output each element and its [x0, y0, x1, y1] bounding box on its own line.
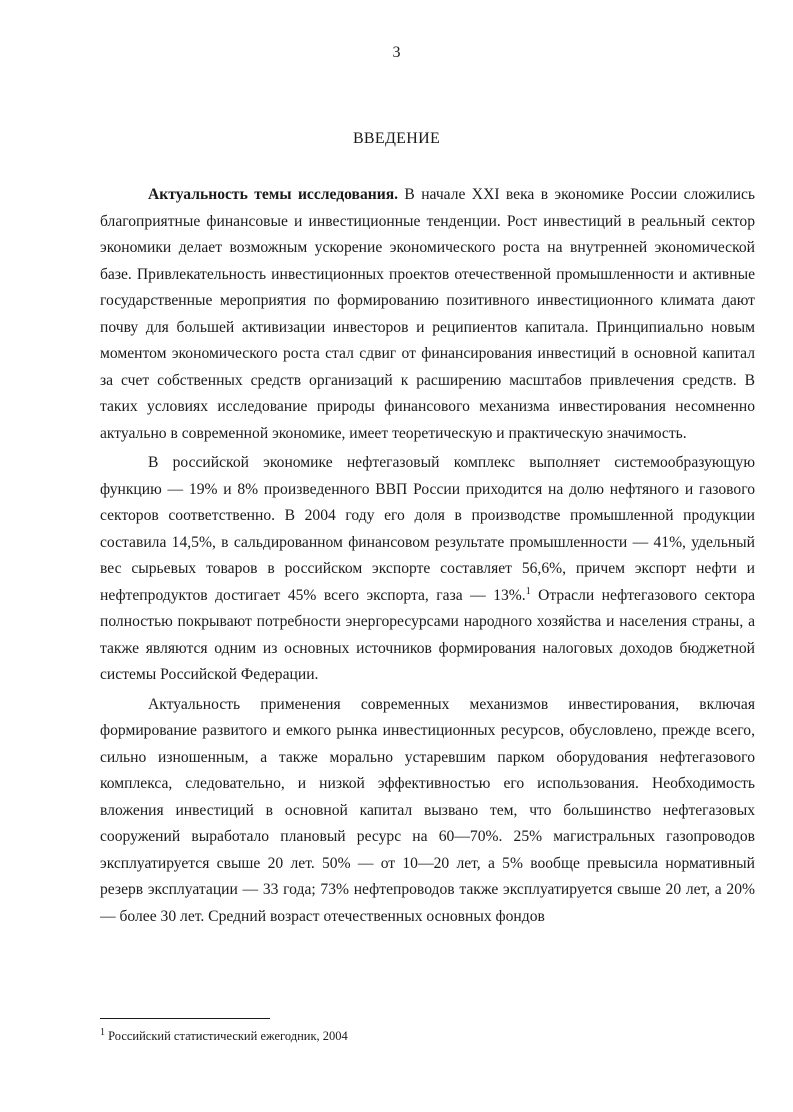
- body-text: [100, 182, 755, 930]
- footnote-text: Российский статистический ежегодник, 2004: [105, 1029, 348, 1043]
- paragraph-relevance: [100, 182, 755, 447]
- page-number: 3: [392, 44, 401, 61]
- footnote-marker: 1: [100, 1026, 105, 1038]
- paragraph-lead: Актуальность темы исследования.: [148, 186, 399, 203]
- section-heading: ВВЕДЕНИЕ: [352, 130, 441, 147]
- footnote-divider: [100, 1018, 270, 1019]
- paragraph-text: Актуальность применения современных механизмов инвестирования, включая формирование развитого и емкого рынка инвестиционных ресурсов, обусловлено, прежде всего, сильно изношенным, а также морально устаревшим парком оборудования нефтегазового комплекса, следовательно, и низкой эффективностью его использования. Необходимость вложения инвестиций в основной капитал вызвано тем, что большинство нефтегазовых сооружений выработало плановый ресурс на 60—70%. 25% магистральных газопроводов эксплуатируется свыше 20 лет. 50% — от 10—20 лет, а 5% вообще превысила нормативный резерв эксплуатации — 33 года; 73% нефтепроводов также эксплуатируется свыше 20 лет, а 20% — более 30 лет. Средний возраст отечественных основных фондов: [100, 695, 755, 925]
- paragraph-oil-gas-sector: [100, 450, 755, 689]
- footnote: [100, 1028, 755, 1044]
- paragraph-text: В российской экономике нефтегазовый комплекс выполняет системообразующую функцию — 19% и 8% произведенного ВВП России приходится на долю нефтяного и газового секторов соответственно. В 2004 году его доля в производстве промышленной продукции составила 14,5%, в сальдированном финансовом результате промышленности — 41%, удельный вес сырьевых товаров в российском экспорте составляет 56,6%, причем экспорт нефти и нефтепродуктов достигает 45% всего экспорта, газа — 13%.: [100, 454, 755, 604]
- paragraph-investment-mechanisms: [100, 692, 755, 931]
- footnote-reference[interactable]: 1: [525, 585, 531, 597]
- paragraph-text: Отрасли нефтегазового сектора полностью покрывают потребности энергоресурсами народного хозяйства и населения страны, а также являются одним из основных источников формирования налоговых доходов бюджетной системы Российской Федерации.: [100, 586, 755, 683]
- paragraph-text: В начале XXI века в экономике России сложились благоприятные финансовые и инвестиционные тенденции. Рост инвестиций в реальный сектор экономики делает возможным ускорение экономического роста на внутренней экономической базе. Привлекательность инвестиционных проектов отечественной промышленности и активные государственные мероприятия по формированию позитивного инвестиционного климата дают почву для большей активизации инвесторов и реципиентов капитала. Принципиально новым моментом экономического роста стал сдвиг от финансирования инвестиций в основной капитал за счет собственных средств организаций к расширению масштабов привлечения средств. В таких условиях исследование природы финансового механизма инвестирования несомненно актуально в современной экономике, имеет теоретическую и практическую значимость.: [100, 186, 755, 442]
